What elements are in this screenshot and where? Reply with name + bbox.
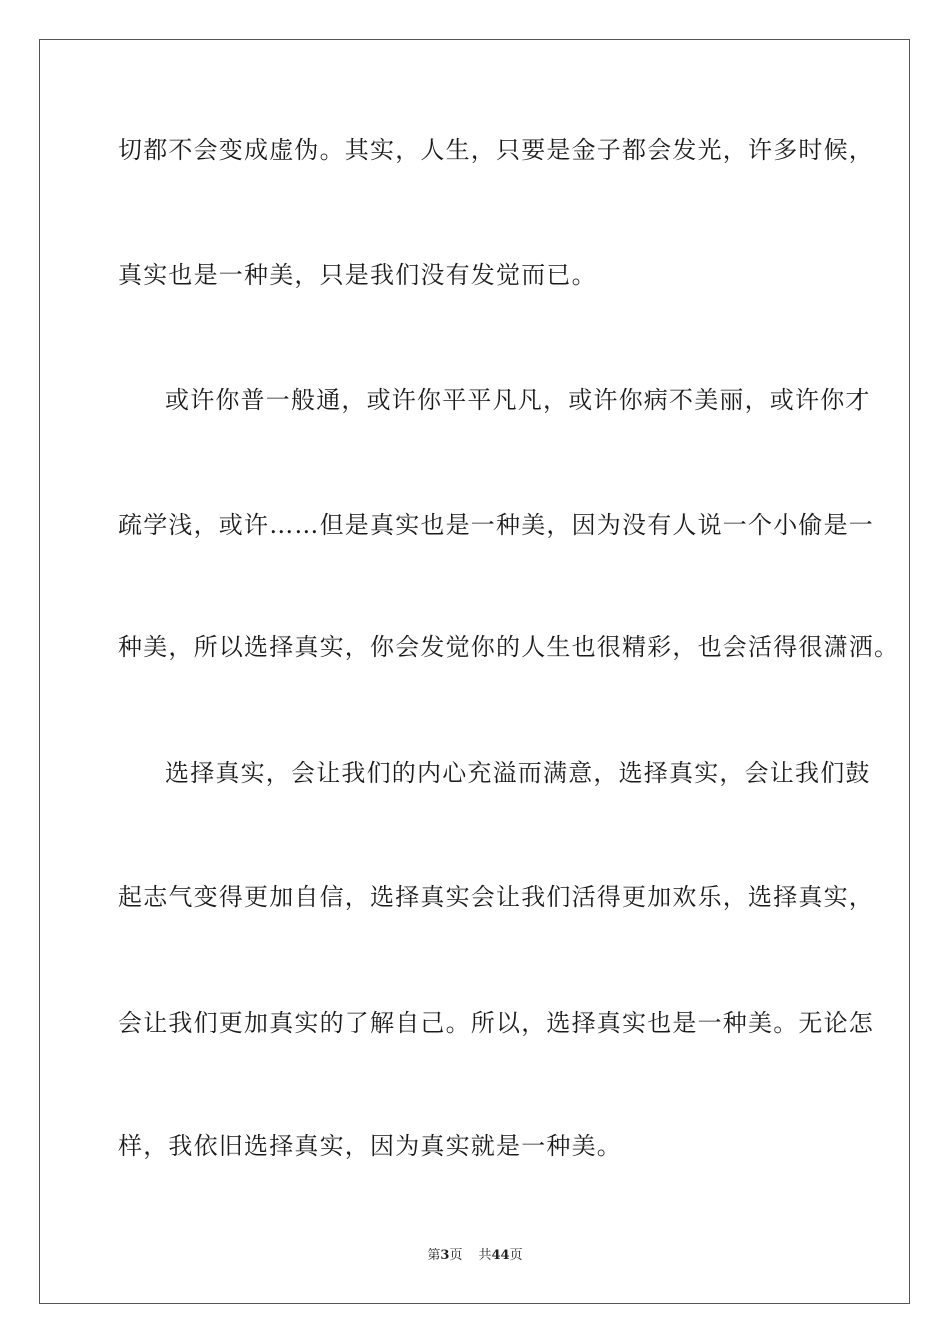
text-line: 真实也是一种美，只是我们没有发觉而已。 [118, 261, 597, 289]
paragraph-start-line: 或许你普一般通，或许你平平凡凡，或许你病不美丽，或许你才 [165, 386, 871, 414]
text-line: 切都不会变成虚伪。其实，人生，只要是金子都会发光，许多时候， [118, 136, 874, 164]
page-footer [0, 1247, 950, 1265]
text-line: 会让我们更加真实的了解自己。所以，选择真实也是一种美。无论怎 [118, 1009, 874, 1037]
text-line: 起志气变得更加自信，选择真实会让我们活得更加欢乐，选择真实， [118, 883, 874, 911]
page-border [39, 39, 910, 1304]
total-page-count: 44 [491, 1248, 510, 1263]
text-line: 种美，所以选择真实，你会发觉你的人生也很精彩，也会活得很潇洒。 [118, 633, 900, 661]
page-suffix: 页 [449, 1248, 463, 1263]
current-page-number: 3 [440, 1248, 450, 1263]
total-prefix: 共 [478, 1248, 492, 1263]
text-line: 疏学浅，或许……但是真实也是一种美，因为没有人说一个小偷是一 [118, 511, 874, 539]
page-prefix: 第 [427, 1248, 441, 1263]
text-line: 样，我依旧选择真实，因为真实就是一种美。 [118, 1132, 622, 1160]
paragraph-start-line: 选择真实，会让我们的内心充溢而满意，选择真实，会让我们鼓 [165, 759, 871, 787]
total-suffix: 页 [509, 1248, 523, 1263]
